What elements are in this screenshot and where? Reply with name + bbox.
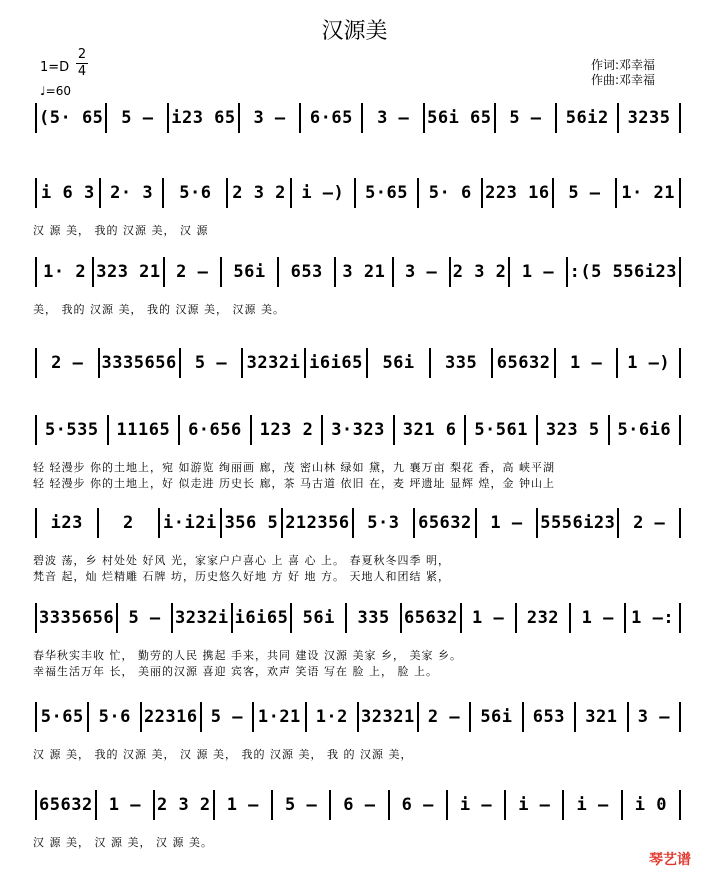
measure: 1 — [472, 608, 505, 628]
measure: 6 — [343, 795, 376, 815]
credits [591, 58, 655, 88]
measure: 3235 [627, 108, 671, 128]
measure: 56i [480, 707, 513, 727]
measure: 323 5 [545, 420, 600, 440]
measure: 1·21 [257, 707, 301, 727]
time-signature [76, 48, 88, 79]
measure: 5 — [128, 608, 161, 628]
measure: 65632 [496, 353, 551, 373]
measure: 5 — [194, 353, 228, 373]
measure: 2· 3 [110, 183, 154, 203]
lyrics-line: 春华秋实丰收 忙， 勤劳的人民 携起 手来，共同 建设 汉源 美家 乡， 美家 乡。 [33, 649, 462, 662]
measure: i6i65 [234, 608, 289, 628]
measure: 65632 [39, 795, 93, 815]
notation-line [33, 257, 683, 287]
measure: 2 3 2 [156, 795, 211, 815]
measure: 2 — [51, 353, 84, 373]
measure: 5·6 [179, 183, 212, 203]
measure: 3 — [253, 108, 286, 128]
measure: 5556i23 [540, 513, 616, 533]
score-row [33, 603, 683, 693]
tempo-mark: ♩=60 [40, 84, 71, 98]
measure: i 0 [634, 795, 667, 815]
measure: 1 — [490, 513, 523, 533]
lyrics-line: 汉 源 美， 汉 源 美， 汉 源 美。 [33, 836, 213, 849]
measure: i·i2i [163, 513, 217, 533]
measure: 321 [585, 707, 618, 727]
measure: :(5 556i23 [569, 262, 677, 282]
measure: i6i65 [309, 353, 363, 373]
measure: 22316 [143, 707, 198, 727]
lyrics-line: 碧波 荡，乡 村处处 好风 光，家家户户喜心 上 喜 心 上。 春夏秋冬四季 明， [33, 554, 450, 567]
measure: 5·535 [44, 420, 99, 440]
measure: 3232i [246, 353, 301, 373]
measure: 6 — [401, 795, 434, 815]
measure: 56i [302, 608, 335, 628]
measure: i23 65 [171, 108, 236, 128]
measure: 2 — [176, 262, 209, 282]
measure: 11165 [116, 420, 171, 440]
measure: 5·561 [474, 420, 528, 440]
measure: 1 — [108, 795, 141, 815]
notation-line [33, 178, 683, 208]
measure: i 6 3 [41, 183, 95, 203]
measure: 56i 65 [427, 108, 492, 128]
notation-line [33, 702, 683, 732]
measure: 65632 [404, 608, 458, 628]
measure: 6·656 [188, 420, 242, 440]
lyrics-line: 汉 源 美， 我的 汉源 美， 汉 源 美， 我的 汉源 美， 我 的 汉源 美， [33, 748, 413, 761]
measure: i23 [50, 513, 83, 533]
measure: 323 21 [96, 262, 161, 282]
measure: 3 21 [342, 262, 386, 282]
measure: i —) [301, 183, 345, 203]
key-signature: 1=D [40, 60, 70, 75]
measure: 2 — [633, 513, 666, 533]
measure: 5·65 [365, 183, 409, 203]
measure: 5 — [210, 707, 243, 727]
measure: 1· 2 [43, 262, 87, 282]
site-logo: 琴艺谱 [649, 852, 691, 868]
measure: 2 — [427, 707, 461, 727]
measure: 356 5 [224, 513, 279, 533]
measure: 1 — [570, 353, 603, 373]
notation-line [33, 508, 683, 538]
measure: 5 — [568, 183, 601, 203]
measure: 1·2 [315, 707, 348, 727]
measure: 1· 21 [621, 183, 675, 203]
notation-line [33, 348, 683, 378]
measure: 56i2 [565, 108, 609, 128]
measure: 123 2 [259, 420, 314, 440]
measure: 653 [290, 262, 323, 282]
score-row [33, 702, 683, 792]
measure: 2 3 2 [452, 262, 507, 282]
lyrics-line: 轻 轻漫步 你的土地上，好 似走进 历史长 廊，茶 马古道 依旧 在，麦 坪遗址 显辉 煌，金 钟山上 [33, 477, 555, 490]
measure: i — [459, 795, 493, 815]
measure: 1 —) [627, 353, 671, 373]
measure: 223 16 [485, 183, 550, 203]
measure: 1 — [521, 262, 555, 282]
lyrics-line: 汉 源 美， 我的 汉源 美， 汉 源 [33, 224, 209, 237]
time-top: 2 [77, 47, 87, 62]
measure: 321 6 [402, 420, 457, 440]
measure: 3·323 [331, 420, 385, 440]
measure: 5 — [509, 108, 542, 128]
notation-line [33, 415, 683, 445]
measure: 1 —: [631, 608, 675, 628]
measure: 3 — [405, 262, 438, 282]
measure: 1 — [226, 795, 259, 815]
lyricist: 作词:邓幸福 [590, 58, 655, 72]
measure: 3335656 [39, 608, 115, 628]
measure: 3 — [377, 108, 410, 128]
measure: 2 [122, 513, 134, 533]
measure: i — [576, 795, 609, 815]
measure: i — [518, 795, 551, 815]
measure: 65632 [418, 513, 472, 533]
measure: 5·3 [367, 513, 400, 533]
measure: 653 [532, 707, 565, 727]
measure: 5 — [121, 108, 154, 128]
measure: 212356 [285, 513, 350, 533]
time-bottom: 4 [77, 64, 87, 79]
measure: 335 [444, 353, 478, 373]
lyrics-line: 轻 轻漫步 你的土地上，宛 如游览 绚丽画 廊，茂 密山林 绿如 黛，九 襄万亩 梨花 香，高 峡平湖 [33, 461, 555, 474]
notation-line [33, 103, 683, 133]
measure: 56i [233, 262, 266, 282]
measure: 2 3 2 [232, 183, 286, 203]
measure: 56i [382, 353, 415, 373]
measure: 5·6 [98, 707, 131, 727]
measure: 5·65 [40, 707, 84, 727]
measure: 3232i [174, 608, 229, 628]
measure: 6·65 [309, 108, 353, 128]
lyrics-line: 幸福生活万年 长， 美丽的汉源 喜迎 宾客，欢声 笑语 写在 脸 上， 脸 上。 [33, 665, 438, 678]
measure: 1 — [581, 608, 614, 628]
score-row [33, 415, 683, 505]
measure: (5· 65 [39, 108, 104, 128]
measure: 32321 [361, 707, 415, 727]
score-row [33, 508, 683, 598]
notation-line [33, 603, 683, 633]
measure: 5·6i6 [617, 420, 672, 440]
measure: 232 [526, 608, 560, 628]
measure: 335 [357, 608, 390, 628]
lyrics-line: 美， 我的 汉源 美， 我的 汉源 美， 汉源 美。 [33, 303, 285, 316]
score-row [33, 178, 683, 268]
notation-line [33, 790, 683, 820]
lyrics-line: 梵音 起，灿 烂精雕 石牌 坊，历史悠久好地 方 好 地 方。 天地人和团结 紧， [33, 570, 450, 583]
measure: 3335656 [101, 353, 177, 373]
song-title: 汉源美 [321, 19, 388, 44]
measure: 5· 6 [428, 183, 472, 203]
score-row [33, 790, 683, 880]
composer: 作曲:邓幸福 [590, 73, 655, 87]
score-row [33, 257, 683, 347]
measure: 5 — [285, 795, 318, 815]
measure: 3 — [637, 707, 670, 727]
